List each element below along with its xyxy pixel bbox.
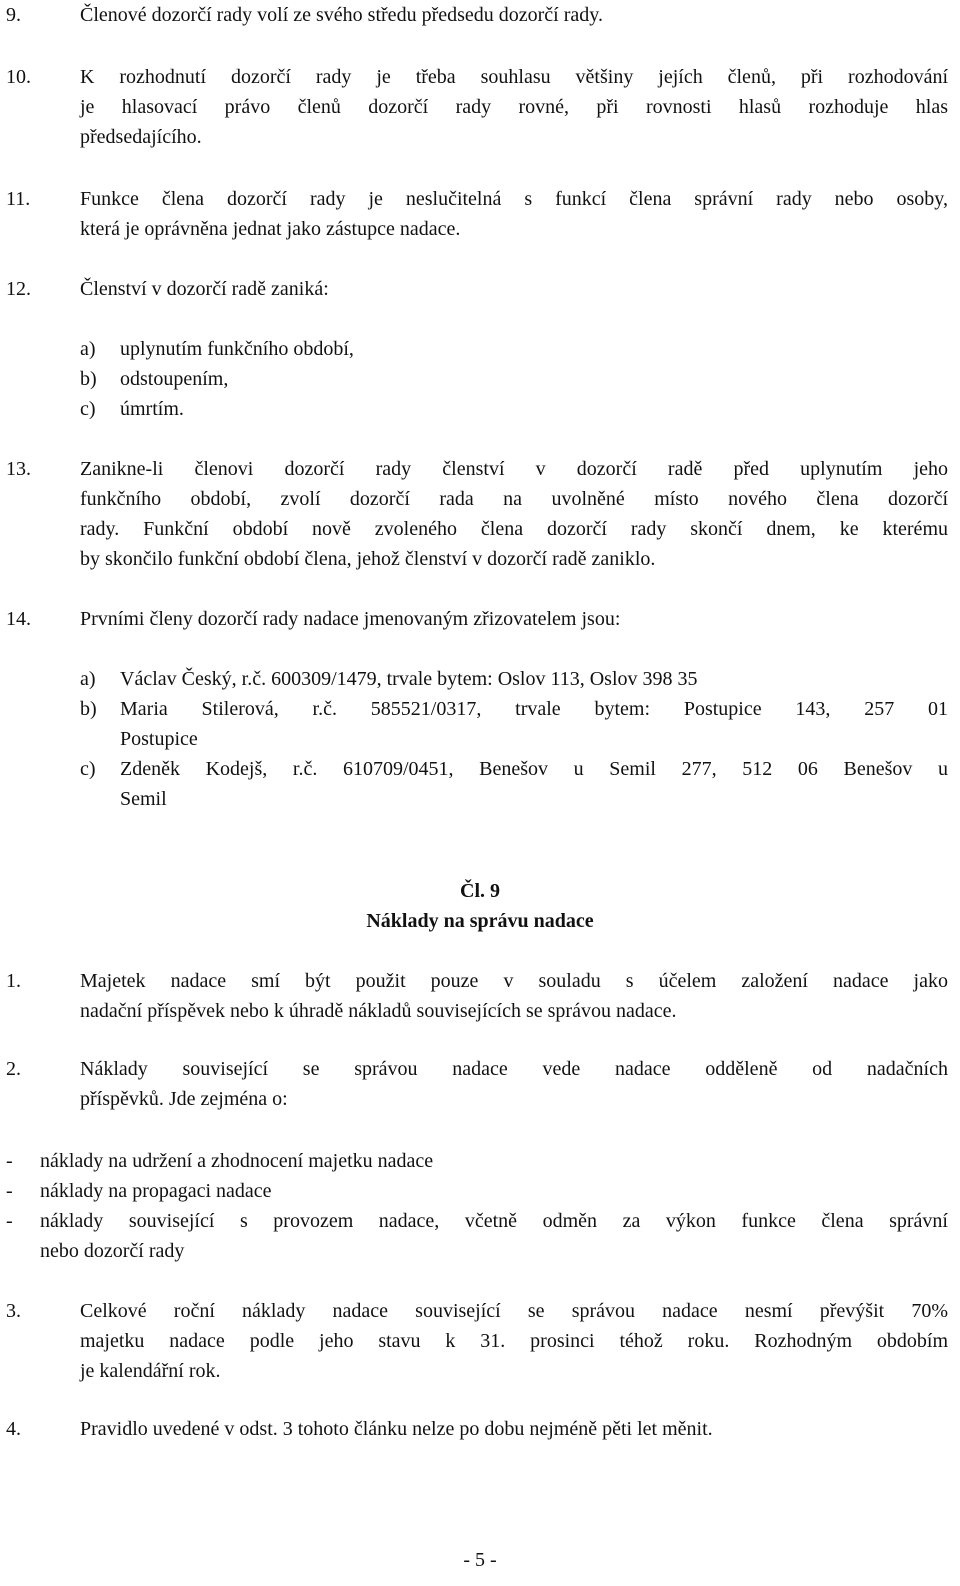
- paragraph-number: 14.: [6, 608, 31, 630]
- paragraph-text: Náklady související se správou nadace vede nadace odděleně od nadačních příspěvků. Jde zejména o:: [80, 1058, 948, 1110]
- paragraph-number: 13.: [6, 458, 31, 480]
- paragraph-number: 10.: [6, 66, 31, 88]
- paragraph-number: 2.: [6, 1058, 21, 1080]
- paragraph-number: 1.: [6, 970, 21, 992]
- paragraph-number: 3.: [6, 1300, 21, 1322]
- paragraph-text: Členové dozorčí rady volí ze svého středu předsedu dozorčí rady.: [80, 4, 603, 26]
- paragraph-number: 11.: [6, 188, 31, 210]
- paragraph-number: 12.: [6, 278, 31, 300]
- paragraph-text: Zanikne-li členovi dozorčí rady členství v dozorčí radě před uplynutím jeho funkčního období, zvolí dozorčí rada na uvolněné místo nového člena dozorčí rady. Funkční období nově zvoleného člena dozorčí rady skončí dnem, ke kterému by skončilo funkční období člena, jehož členství v dozorčí radě zaniklo.: [80, 458, 948, 570]
- paragraph-text: Majetek nadace smí být použit pouze v souladu s účelem založení nadace jako nadační příspěvek nebo k úhradě nákladů souvisejících se správou nadace.: [80, 970, 948, 1022]
- page-number: - 5 -: [463, 1549, 497, 1571]
- paragraph-number: 9.: [6, 4, 21, 26]
- document-page: 9. Členové dozorčí rady volí ze svého středu předsedu dozorčí rady. 10. K rozhodnutí dozorčí rady je třeba souhlasu většiny jejích členů, při rozhodování je hlasovací právo členů dozorčí rady rovné, při rovnosti hlasů rozhoduje hlas předsedajícího. 11. Funkce člena dozorčí rady je neslučitelná s funkcí člena správní rady nebo osoby, která je oprávněna jednat jako zástupce nadace. 12. Členství v dozorčí radě zaniká: a) uplynutím funkčního období, b) odstoupením, c) úmrtím. 13. Zanikne-li členovi dozorčí rady členství v dozorčí radě před uplynutím jeho funkčního období, zvolí dozorčí rada na uvolněné místo nového člena dozorčí rady. Funkční období nově zvoleného člena dozorčí rady skončí dnem, ke kterému by skončilo funkční období člena, jehož členství v dozorčí radě zaniklo. 14. Prvními členy dozorčí rady nadace jmenovaným zřizovatelem jsou: a) Václav Český, r.č. 600309/1479, trvale bytem: Oslov 113, Oslov 398 35 b) Maria Stilerová, r.č. 585521/0317, trvale bytem: Postupice 143, 257 01 Postupice c) Zdeněk Kodejš, r.č. 610709/0451, Benešov u Semil 277, 512 06 Benešov u Semil Čl. 9 Náklady na správu nadace 1. Majetek nadace smí být použit pouze v souladu s účelem založení nadace jako nadační příspěvek nebo k úhradě nákladů souvisejících se správou nadace. 2. Náklady související se správou nadace vede nadace odděleně od nadačních příspěvků. Jde zejména o: - náklady na udržení a zhodnocení majetku nadace - náklady na propagaci nadace - náklady související s provozem nadace, včetně odměn za výkon funkce člena správní nebo dozorčí rady 3. Celkové roční náklady nadace související se správou nadace nesmí převýšit 70% majetku nadace podle jeho stavu k 31. prosinci téhož roku. Rozhodným obdobím je kalendářní rok. 4. Pravidlo uvedené v odst. 3 tohoto článku nelze po dobu nejméně pěti let měnit. - 5 -: [0, 0, 960, 1586]
- paragraph-text: Členství v dozorčí radě zaniká:: [80, 278, 329, 300]
- article-title: Náklady na správu nadace: [366, 910, 594, 932]
- article-number: Čl. 9: [460, 880, 500, 902]
- paragraph-number: 4.: [6, 1418, 21, 1440]
- paragraph-text: Celkové roční náklady nadace související se správou nadace nesmí převýšit 70% majetku nadace podle jeho stavu k 31. prosinci téhož roku. Rozhodným obdobím je kalendářní rok.: [80, 1300, 948, 1382]
- paragraph-text: Pravidlo uvedené v odst. 3 tohoto článku nelze po dobu nejméně pěti let měnit.: [80, 1418, 713, 1440]
- paragraph-text: K rozhodnutí dozorčí rady je třeba souhlasu většiny jejích členů, při rozhodování je hlasovací právo členů dozorčí rady rovné, při rovnosti hlasů rozhoduje hlas předsedajícího.: [80, 66, 948, 148]
- paragraph-text: Funkce člena dozorčí rady je neslučitelná s funkcí člena správní rady nebo osoby, která je oprávněna jednat jako zástupce nadace.: [80, 188, 948, 240]
- paragraph-text: Prvními členy dozorčí rady nadace jmenovaným zřizovatelem jsou:: [80, 608, 621, 630]
